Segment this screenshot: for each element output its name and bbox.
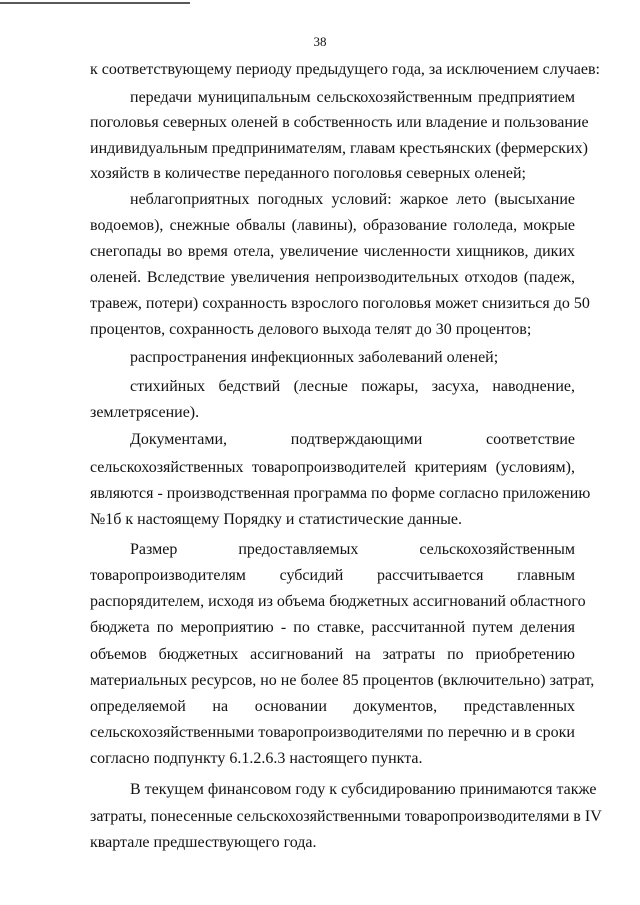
text-line: неблагоприятных погодных условий: жаркое лето (высыхание <box>130 191 575 208</box>
text-line: передачи муниципальным сельскохозяйственным предприятием <box>130 89 575 106</box>
text-line: травеж, потери) сохранность взрослого поголовья может снизиться до 50 <box>90 295 590 312</box>
text-line: сельскохозяйственными товаропроизводителями по перечню и в сроки <box>90 724 575 741</box>
text-line: снегопады во время отела, увеличение численности хищников, диких <box>90 243 575 260</box>
text-line: индивидуальным предпринимателям, главам крестьянских (фермерских) <box>90 140 588 157</box>
text-line: затраты, понесенные сельскохозяйственными товаропроизводителями в IV <box>90 808 602 825</box>
text-line: Размер предоставляемых сельскохозяйственным <box>130 541 575 558</box>
text-line: товаропроизводителям субсидий рассчитывается главным <box>90 567 575 584</box>
text-line: бюджета по мероприятию - по ставке, рассчитанной путем деления <box>90 619 575 636</box>
text-line: являются - производственная программа по форме согласно приложению <box>90 485 591 502</box>
scan-edge-mark <box>0 0 190 7</box>
text-line: хозяйств в количестве переданного поголовья северных оленей; <box>90 165 526 182</box>
page-number: 38 <box>313 34 327 49</box>
text-line: В текущем финансовом году к субсидированию принимаются также <box>130 781 597 798</box>
text-line: определяемой на основании документов, представленных <box>90 698 575 715</box>
text-line: процентов, сохранность делового выхода телят до 30 процентов; <box>90 321 532 338</box>
text-line: распространения инфекционных заболеваний оленей; <box>130 349 499 366</box>
text-line: объемов бюджетных ассигнований на затраты по приобретению <box>90 646 575 663</box>
text-line: Документами, подтверждающими соответствие <box>130 431 575 448</box>
text-line: сельскохозяйственных товаропроизводителей критериям (условиям), <box>90 459 575 476</box>
text-line: стихийных бедствий (лесные пожары, засуха, наводнение, <box>130 378 575 395</box>
text-line: водоемов), снежные обвалы (лавины), образование гололеда, мокрые <box>90 217 575 234</box>
text-line: поголовья северных оленей в собственность или владение и пользование <box>90 114 589 131</box>
text-line: квартале предшествующего года. <box>90 834 317 851</box>
text-line: материальных ресурсов, но не более 85 процентов (включительно) затрат, <box>90 672 595 689</box>
text-line: №1б к настоящему Порядку и статистические данные. <box>90 511 462 528</box>
text-line: землетрясение). <box>90 404 200 421</box>
text-line: распорядителем, исходя из объема бюджетных ассигнований областного <box>90 593 586 610</box>
text-line: согласно подпункту 6.1.2.6.3 настоящего пункта. <box>90 750 423 767</box>
text-line: к соответствующему периоду предыдущего года, за исключением случаев: <box>90 61 600 78</box>
text-line: оленей. Вследствие увеличения непроизводительных отходов (падеж, <box>90 269 575 286</box>
